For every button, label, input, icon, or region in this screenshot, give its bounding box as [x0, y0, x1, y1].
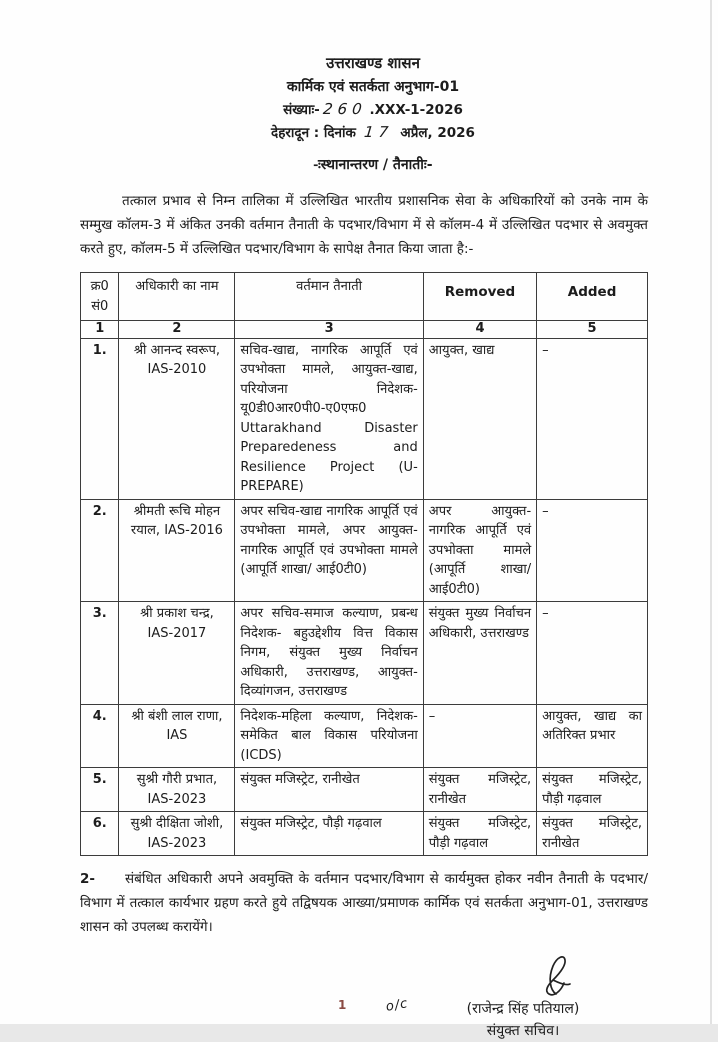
- date-rest: अप्रैल, 2026: [400, 125, 475, 142]
- officer-name: [119, 602, 235, 705]
- paragraph-number: 2-: [80, 871, 95, 888]
- removed-charge: आयुक्त, खाद्य: [423, 338, 536, 499]
- officer-name-text: श्री बंशी लाल राणा,: [131, 708, 223, 724]
- officer-cadre: IAS-2023: [147, 835, 207, 851]
- current-posting: सचिव-खाद्य, नागरिक आपूर्ति एवं उपभोक्ता मामले, आयुक्त-खाद्य, परियोजना निदेशक- यू0डी0आर0पी0-ए0एफ0 Uttarakhand Disaster Preparedeness and Resilience Project (U-PREPARE): [235, 338, 423, 499]
- officer-cadre: IAS-2023: [147, 791, 207, 807]
- table-row: [81, 338, 648, 499]
- removed-charge: संयुक्त मजिस्ट्रेट, रानीखेत: [423, 768, 536, 812]
- added-charge: –: [537, 602, 648, 705]
- col-number-2: 2: [119, 321, 235, 339]
- row-serial: 5.: [81, 768, 119, 812]
- table-row: [81, 602, 648, 705]
- row-serial: 3.: [81, 602, 119, 705]
- col-number-4: 4: [423, 321, 536, 339]
- col-header-added: Added: [537, 273, 648, 321]
- col-header-serial-line2: सं0: [91, 298, 109, 314]
- col-number-5: 5: [537, 321, 648, 339]
- current-posting: अपर सचिव-खाद्य नागरिक आपूर्ति एवं उपभोक्ता मामले, अपर आयुक्त-नागरिक आपूर्ति एवं उपभोक्ता मामले (आपूर्ति शाखा/ आई0टी0): [235, 499, 423, 602]
- document-header: [98, 52, 648, 176]
- officer-name-text: श्रीमती रूचि मोहन रयाल, IAS-2016: [130, 503, 223, 539]
- signature-flourish-icon: [526, 950, 578, 1002]
- initial-mark: o/c: [384, 995, 410, 1015]
- row-serial: 6.: [81, 812, 119, 856]
- place-date-line: [98, 121, 648, 145]
- table-row: [81, 499, 648, 602]
- officer-cadre: IAS: [166, 728, 188, 744]
- current-posting: संयुक्त मजिस्ट्रेट, रानीखेत: [235, 768, 423, 812]
- col-header-officer-name: अधिकारी का नाम: [119, 273, 235, 321]
- current-posting: अपर सचिव-समाज कल्याण, प्रबन्ध निदेशक- बहुउद्देशीय वित्त विकास निगम, संयुक्त मुख्य निर्वाचन अधिकारी, उत्तराखण्ड, आयुक्त- दिव्यांगजन, उत्तराखण्ड: [235, 602, 423, 705]
- officer-name-text: सुश्री दीक्षिता जोशी,: [130, 816, 224, 832]
- letter-number-line: [98, 98, 648, 122]
- added-charge: आयुक्त, खाद्य का अतिरिक्त प्रभार: [537, 704, 648, 768]
- order-paragraph: तत्काल प्रभाव से निम्न तालिका में उल्लिखित भारतीय प्रशासनिक सेवा के अधिकारियों को उनके नाम के सम्मुख कॉलम-3 में अंकित उनकी वर्तमान तैनाती के पदभार/विभाग में से कॉलम-4 में उल्लिखित पदभार से अवमुक्त करते हुए, कॉलम-5 में उल्लिखित पदभार/विभाग के सापेक्ष तैनात किया जाता है:-: [80, 193, 648, 258]
- officer-name-text: श्री आनन्द स्वरूप,: [133, 342, 221, 358]
- signature-block: [384, 950, 648, 1042]
- removed-charge: अपर आयुक्त- नागरिक आपूर्ति एवं उपभोक्ता मामले (आपूर्ति शाखा/ आई0टी0): [423, 499, 536, 602]
- page-number: 1: [338, 998, 347, 1012]
- date-handwritten: 17: [362, 123, 394, 142]
- officer-name: [119, 768, 235, 812]
- removed-charge: संयुक्त मुख्य निर्वाचन अधिकारी, उत्तराखण्ड: [423, 602, 536, 705]
- added-charge: संयुक्त मजिस्ट्रेट, रानीखेत: [537, 812, 648, 856]
- officer-name: [119, 338, 235, 499]
- subject-line: -ःस्थानान्तरण / तैनातीः-: [313, 157, 433, 174]
- table-row: [81, 812, 648, 856]
- col-header-serial-line1: क्र0: [90, 279, 109, 295]
- letter-number-handwritten: 260: [321, 99, 368, 118]
- added-charge: संयुक्त मजिस्ट्रेट, पौड़ी गढ़वाल: [537, 768, 648, 812]
- col-header-current-posting: वर्तमान तैनाती: [235, 273, 423, 321]
- instruction-paragraph: [80, 868, 648, 939]
- officer-cadre: IAS-2010: [147, 362, 207, 378]
- row-serial: 4.: [81, 704, 119, 768]
- instruction-text: संबंधित अधिकारी अपने अवमुक्ति के वर्तमान पदभार/विभाग से कार्यमुक्त होकर नवीन तैनाती के पदभार/विभाग में तत्काल कार्यभार ग्रहण करते हुये तद्विषयक आख्या/प्रमाणक कार्मिक एवं सतर्कता अनुभाग-01, उत्तराखण्ड शासन को उपलब्ध करायेंगे।: [80, 871, 648, 935]
- org-name: उत्तराखण्ड शासन: [326, 54, 420, 72]
- removed-charge: –: [423, 704, 536, 768]
- table-row: [81, 704, 648, 768]
- current-posting: निदेशक-महिला कल्याण, निदेशक-समेकित बाल विकास परियोजना (ICDS): [235, 704, 423, 768]
- department-name: कार्मिक एवं सतर्कता अनुभाग-01: [286, 78, 460, 95]
- signatory-title: संयुक्त सचिव।: [486, 1023, 560, 1040]
- officer-cadre: IAS-2017: [147, 625, 207, 641]
- transfer-table: [80, 272, 648, 856]
- officer-name: [119, 812, 235, 856]
- added-charge: –: [537, 338, 648, 499]
- table-header-row: [81, 273, 648, 321]
- officer-name: [119, 704, 235, 768]
- place-date-label: देहरादून : दिनांक: [271, 125, 356, 142]
- col-header-serial: [81, 273, 119, 321]
- row-serial: 1.: [81, 338, 119, 499]
- signatory-name: (राजेन्द्र सिंह पतियाल): [466, 1000, 580, 1017]
- officer-name-text: सुश्री गौरी प्रभात,: [136, 772, 218, 788]
- col-number-3: 3: [235, 321, 423, 339]
- table-row: [81, 768, 648, 812]
- row-serial: 2.: [81, 499, 119, 602]
- letter-number-ref: .XXX-1-2026: [369, 101, 463, 118]
- officer-name-text: श्री प्रकाश चन्द्र,: [140, 606, 214, 622]
- officer-name: [119, 499, 235, 602]
- col-header-removed: Removed: [423, 273, 536, 321]
- removed-charge: संयुक्त मजिस्ट्रेट, पौड़ी गढ़वाल: [423, 812, 536, 856]
- added-charge: –: [537, 499, 648, 602]
- current-posting: संयुक्त मजिस्ट्रेट, पौड़ी गढ़वाल: [235, 812, 423, 856]
- col-number-1: 1: [81, 321, 119, 339]
- letter-number-label: संख्याः-: [283, 101, 320, 118]
- column-number-row: [81, 321, 648, 339]
